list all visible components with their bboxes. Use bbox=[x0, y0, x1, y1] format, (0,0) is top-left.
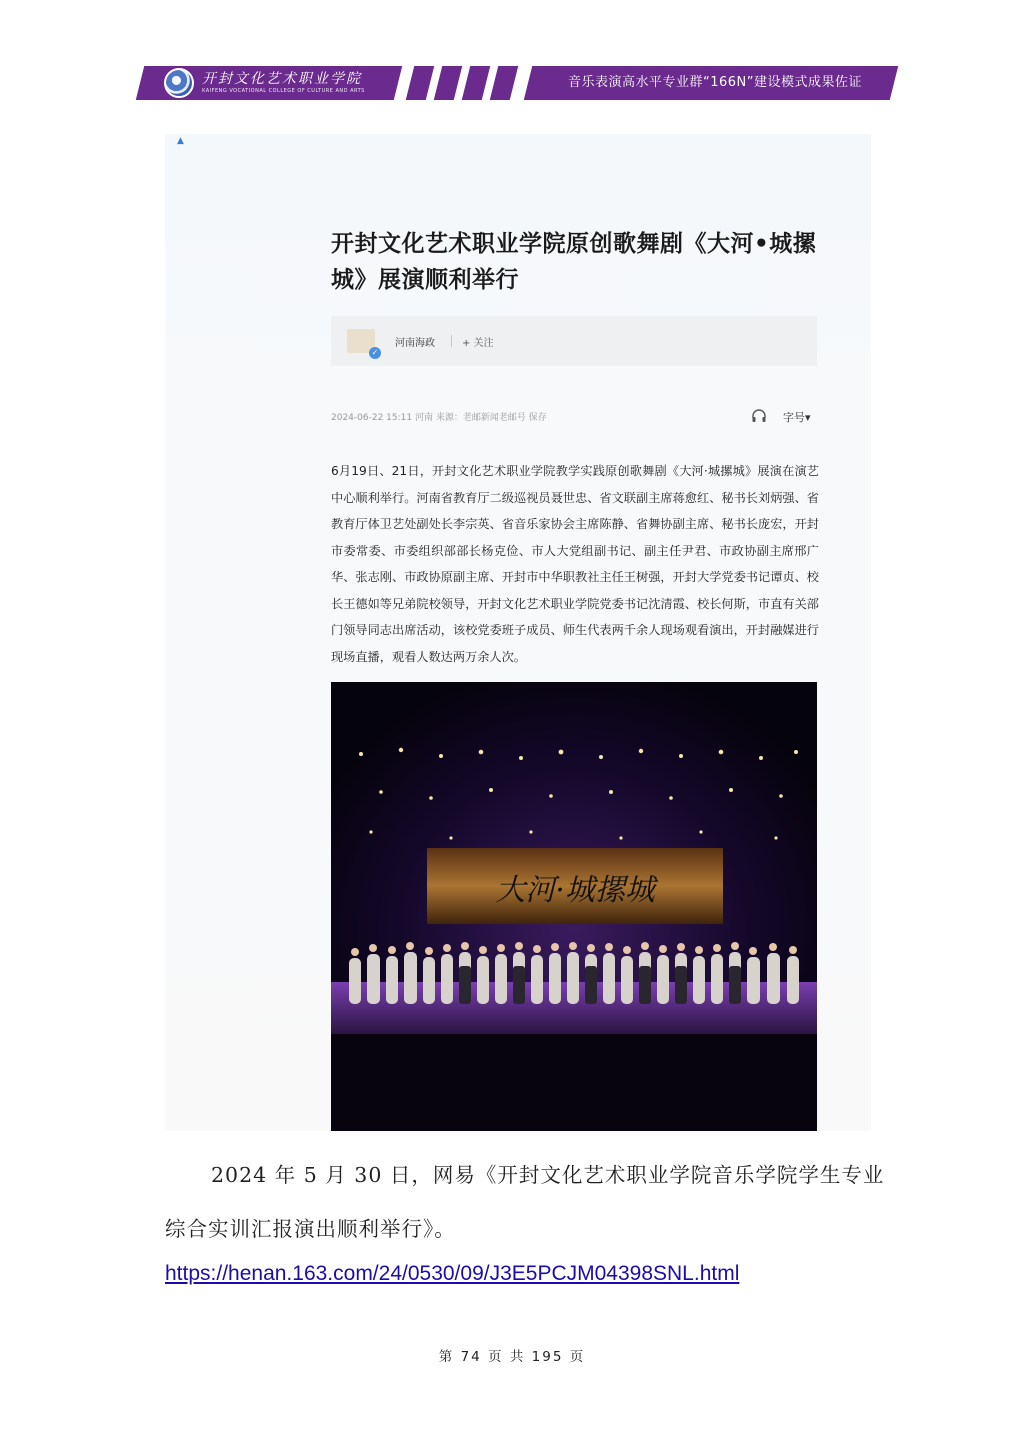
caption-paragraph: 2024 年 5 月 30 日，网易《开封文化艺术职业学院音乐学院学生专业综合实训汇报演出顺利举行》。 bbox=[165, 1163, 885, 1241]
article-body: 6月19日、21日，开封文化艺术职业学院教学实践原创歌舞剧《大河·城摞城》展演在演艺中心顺利举行。河南省教育厅二级巡视员聂世忠、省文联副主席蒋愈红、秘书长刘炳强、省教育厅体卫艺处副处长李宗英、省音乐家协会主席陈静、省舞协副主席、秘书长庞宏，开封市委常委、市委组织部部长杨克俭、市人大党组副书记、副主任尹君、市政协副主席邢广华、张志刚、市政协原副主席、开封市中华职教社主任王树强，开封大学党委书记谭贞、校长王德如等兄弟院校领导，开封文化艺术职业学院党委书记沈清霞、校长何斯，市直有关部门领导同志出席活动，该校党委班子成员、师生代表两千余人现场观看演出，开封融媒进行现场直播，观看人数达两万余人次。 bbox=[331, 464, 819, 664]
banner-stripe bbox=[490, 66, 518, 100]
verified-icon: ✓ bbox=[369, 347, 381, 359]
banner-stripe bbox=[462, 66, 490, 100]
banner-stripe bbox=[406, 66, 434, 100]
school-emblem-icon bbox=[164, 68, 194, 98]
project-title: 音乐表演高水平专业群“166N”建设模式成果佐证 bbox=[567, 75, 862, 90]
header-banner bbox=[0, 0, 1024, 110]
school-logo bbox=[164, 66, 365, 100]
back-to-top-icon[interactable]: ▲ bbox=[177, 136, 184, 146]
banner-stripe bbox=[434, 66, 462, 100]
school-name-cn: 开封文化艺术职业学院 bbox=[202, 71, 362, 87]
headphone-icon[interactable] bbox=[751, 408, 767, 424]
page-footer: 第 74 页 共 195 页 bbox=[438, 1349, 586, 1365]
divider bbox=[451, 335, 452, 347]
photo-banner-text: 大河·城摞城 bbox=[495, 873, 655, 908]
stage-photo bbox=[331, 682, 817, 1131]
article-screenshot bbox=[165, 134, 871, 1131]
author-bar bbox=[331, 316, 817, 366]
author-name[interactable]: 河南海政 bbox=[395, 337, 435, 349]
article-meta bbox=[331, 410, 817, 426]
source-link[interactable]: https://henan.163.com/24/0530/09/J3E5PCJM04398SNL.html bbox=[165, 1262, 740, 1285]
font-size-button[interactable]: 字号▾ bbox=[783, 411, 811, 424]
publish-info: 2024-06-22 15:11 河南 来源：老邮新闻老邮号 保存 bbox=[331, 413, 547, 423]
author-avatar[interactable] bbox=[347, 329, 379, 357]
article-title: 开封文化艺术职业学院原创歌舞剧《大河•城摞城》展演顺利举行 bbox=[331, 231, 817, 293]
school-name-en: KAIFENG VOCATIONAL COLLEGE OF CULTURE AND ARTS bbox=[202, 88, 365, 94]
follow-button[interactable]: + 关注 bbox=[462, 337, 494, 349]
